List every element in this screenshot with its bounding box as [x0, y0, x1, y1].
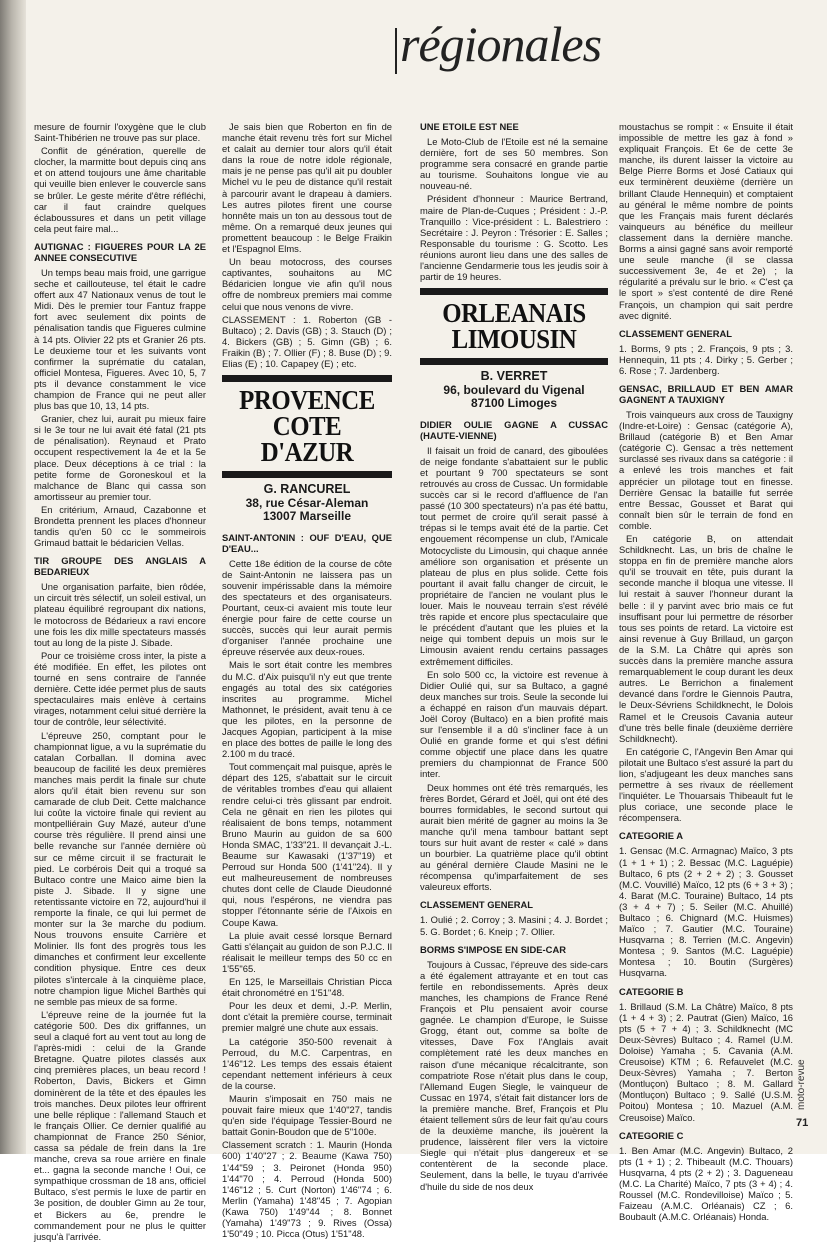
article-heading: UNE ETOILE EST NEE	[420, 121, 519, 132]
results-paragraph: Classement scratch : 1. Maurin (Honda 600) 1'40"27 ; 2. Beaume (Kawa 750) 1'44"59 ; 3. Peironet (Honda 950) 1'44"70 ; 4. Perroud (Honda 500) 1'46"12 ; 5. Curt (Norton) 1'46"74 ; 6. Merlin (Yamaha) 1'48"45 ; 7. Agopian (Kawa 750) 1'49"44 ; 8. Bonnet (Yamaha) 1'49"73 ; 9. Rives (Ossa) 1'50"49 ; 10. Picca (Otus) 1'51"48.	[222, 1139, 392, 1240]
article-heading: CATEGORIE A	[619, 830, 684, 842]
address-line: 13007 Marseille	[262, 509, 352, 524]
article-heading: CATEGORIE B	[619, 985, 684, 997]
paragraph: Conflit de génération, querelle de clocher, la marmitte bout depuis cinq ans et on attend toujours une âme charitable qui veuille bien enlever le couvercle sans se brûler. Le geste mérite d'être réfléchi, car il faut craindre quelques éclaboussures et dans un petit village cela peut faire mal...	[34, 145, 206, 234]
results-paragraph: 1. Ben Amar (M.C. Angevin) Bultaco, 2 pts (1 + 1) ; 2. Thibeault (M.C. Thouars) Husqvarna, 4 pts (2 + 2) ; 3. Dagueneau (M.C. La Charité) Maïco, 7 pts (3 + 4) ; 4. Roussel (M.C. Rondevilloise) Maïco ; 5. Faizeau (A.M.C. Orléanais) CZ ; 6. Boubault (A.M.C. Orléanais) Honda.	[619, 1144, 793, 1223]
page-number: 71	[796, 1117, 809, 1129]
article-heading: CLASSEMENT GENERAL	[420, 899, 534, 911]
paragraph: En catégorie C, l'Angevin Ben Amar qui pilotait une Bultaco s'est assuré la part du lion, s'adjugeant les deux manches sans permettre à ses rivaux de réellement l'inquiéter. Le Thouarsais Thibeault fut le plus coriace, une seconde place le récompensera.	[619, 745, 793, 824]
paragraph: La catégorie 350-500 revenait à Perroud, du M.C. Carpentras, en 1'46"12. Les temps des essais étaient cependant nettement inférieurs à ceux de la course.	[222, 1035, 392, 1091]
correspondent-name: B. VERRET	[480, 369, 548, 384]
correspondent-address	[222, 483, 392, 524]
paragraph: Un beau motocross, des courses captivantes, souhaitons au MC Bédaricien longue vie afin qu'il nous offre de nombreux premiers mai comme celui que nous venons de vivre.	[222, 256, 392, 312]
address-line: 38, rue César-Aleman	[245, 495, 369, 510]
results-paragraph: 1. Gensac (M.C. Armagnac) Maïco, 3 pts (1 + 1 + 1) ; 2. Bessac (M.C. Laguépie) Bultaco, 6 pts (2 + 2 + 2) ; 3. Gousset (M.C. Vouvillé) Maïco, 12 pts (6 + 3 + 3) ; 4. Barat (M.C. Touraine) Bultaco, 14 pts (3 + 4 + 7) ; 5. Seiler (M.C. Ahuillé) Bultaco ; 6. Chignard (M.C. Huismes) Maïco ; 7. Gautier (M.C. Touraine) Husqvarna ; 8. Terrien (M.C. Angevin) Montesa ; 9. Santos (M.C. Laguépie) Montesa ; 10. Boutin (Surgères) Husqvarna.	[619, 845, 793, 979]
region-title: ORLEANAIS LIMOUSIN	[442, 298, 586, 355]
correspondent-address	[420, 370, 608, 411]
article-heading: BORMS S'IMPOSE EN SIDE-CAR	[420, 943, 566, 955]
paragraph: Granier, chez lui, aurait pu mieux faire si le 3e tour ne lui avait été fatal (21 pts de pénalisation). Reynaud et Prato occupent respectivement la 4e et la 5e place. Deux déceptions à ce trial : la petite forme de Goroneskoul et la malchance de Blanc qui cassa son amortisseur au premier tour.	[34, 413, 206, 502]
column-4	[619, 121, 793, 1223]
paragraph: L'épreuve reine de la journée fut la catégorie 500. Des dix griffannes, un seul a claqué fort au vent tout au long de l'après-midi : celui de la Grande Bretagne. Quatre pilotes classés aux cinq premières places, un beau record ! Roberton, Davis, Bickers et Gimn dominèrent de la tête et des épaules les trois manches. Deux pilotes leur offrirent une belle réplique : l'allemand Stauch et le français Ollier. Ce dernier qualifié au championnat de France 250 Sénior, cassa sa pédale de frein dans la 1re manche, creva sa roue arrière en finale et... gagna la seconde manche ! Oui, ce sympathique crossman de 18 ans, officiel Bultaco, s'est permis le luxe de partir en 3e position, de doubler Gimn au 2e tour, et Bickers au 6e, prendre le commandement pour ne plus le quitter jusqu'à l'arrivée.	[34, 1008, 206, 1242]
paragraph: Le Moto-Club de l'Etoile est né la semaine dernière, fort de ses 50 membres. Son programme sera consacré en grande partie au tourisme. Souhaitons longue vie au nouveau-né.	[420, 136, 608, 192]
address-line: 96, boulevard du Vigenal	[443, 382, 585, 397]
results-paragraph: 1. Oulié ; 2. Corroy ; 3. Masini ; 4. J. Bordet ; 5. G. Bordet ; 6. Kneip ; 7. Ollier.	[420, 914, 608, 937]
section-header: régionales	[400, 16, 602, 72]
paragraph: Pour ce troisième cross inter, la piste a été modifiée. En effet, les pilotes ont tourné en sens contraire de l'année dernière. Cette idée permet plus de sauts spectaculaires mais enlève à certains virages, notamment celui situé derrière la tour de contrôle, leur sélectivité.	[34, 649, 206, 728]
paragraph: Président d'honneur : Maurice Bertrand, maire de Plan-de-Cuques ; Président : J.-P. Tranquillo : Vice-président : L. Balestriero : Secrétaire : J. Peyron : Trésorier : E. Salles ; Responsable du tourisme : G. Scotto. Les réunions auront lieu dans une des salles de l'ancienne Gendarmerie tous les jeudis soir à partir de 19 heures.	[420, 193, 608, 283]
paragraph: Deux hommes ont été très remarqués, les frères Bordet, Gérard et Joël, qui ont été des bourres formidables, le second surtout qui aurait bien mérité de gagner au moins la 3e manche qu'il mena tambour battant sept tours sur huit avant de rester « calé » dans un bourbier. La quatrième place qu'il obtint au général dernière Claude Masini ne le récompensa qu'imparfaitement de ses valeureux efforts.	[420, 781, 608, 893]
paragraph: Une organisation parfaite, bien rôdée, un circuit très sélectif, un soleil estival, un plateau équilibré regroupant dix nations, le motocross de Bédarieux a ravi encore une fois les dix mille spectateurs massés tout au long de la piste J. Sibade.	[34, 581, 206, 648]
paragraph: L'épreuve 250, comptant pour le championnat ligue, a vu la suprématie du catalan Corballan. Il domina avec beaucoup de facilité les deux premières manches mais perdit la finale sur chute alors qu'il était bien revenu sur son camarade de club Deit. Cette malchance lui coûte la victoire finale qui revient au montpelliérain Guy Mazé, auteur d'une course très régulière. Il prend ainsi une belle revanche sur l'année dernière où sur ce même circuit il se fracturait le pied. Le corbérois Deit qui a troqué sa Bultaco contre une Maico aime bien la piste J. Sibade. Il y signe une retentissante victoire en 72, aujourd'hui il remporte la finale, ce qui lui permet de monter sur la 3e marche du podium. Nous trouvons ensuite Carrière et Molinier. Ils font des progrès tous les dimanches et confirment leur excellente condition physique. Entre ces deux pilotes s'intercale à la cinquième place, notre champion ligue Michel Barthès qui ne semble pas mieux de sa forme.	[34, 729, 206, 1007]
paragraph: En 125, le Marseillais Christian Picca était chronométré en 1'51"48.	[222, 976, 392, 999]
region-banner-bar	[222, 375, 392, 382]
article-heading: DIDIER OULIE GAGNE A CUSSAC (HAUTE-VIENNE)	[420, 418, 608, 441]
side-logo-text: moto-revue	[796, 1059, 807, 1110]
region-banner-bar	[420, 358, 608, 365]
paragraph: Cette 18e édition de la course de côte de Saint-Antonin ne laissera pas un souvenir impérissable dans la mémoire des spectateurs et des organisateurs. Pourtant, ceux-ci avaient mis toute leur énergie pour faire de cette course un succès, succès qui leur aurait permis d'organiser l'année prochaine une épreuve réservée aux deux-roues.	[222, 557, 392, 658]
header-rule	[395, 28, 397, 74]
paragraph: Je sais bien que Roberton en fin de manche était revenu très fort sur Michel et calait au dernier tour alors qu'il était dans la roue de notre idole régionale, mais je ne pense pas qu'il ait pu doubler Michel vu le peu de distance qu'il restait à parcourir avant le drapeau à damiers. Les autres pilotes firent une course honnête mais un ton au dessous tout de même. On a remarqué deux jeunes qui promettent beaucoup : le Belge Fraikin et l'Espagnol Elms.	[222, 121, 392, 255]
correspondent-name: G. RANCUREL	[263, 482, 351, 497]
column-1	[34, 121, 206, 1242]
article-heading: CLASSEMENT GENERAL	[619, 327, 733, 339]
paragraph: Trois vainqueurs aux cross de Tauxigny (Indre-et-Loire) : Gensac (catégorie A), Brillaud (catégorie B) et Ben Amar (catégorie C). Gensac a très nettement surclassé ses rivaux dans sa catégorie : il a enlevé les trois manches et fait apprécier un pilotage tout en finesse. Derrière Gensac la bataille fut serrée entre Bessac, Gousset et Barat qui connaît bien sûr le terrain de fond en comble.	[619, 408, 793, 531]
magazine-side-logo	[796, 1040, 808, 1110]
paragraph: mesure de fournir l'oxygène que le club Saint-Thibérien ne trouve pas sur place.	[34, 121, 206, 144]
paragraph: La pluie avait cessé lorsque Bernard Gatti s'élançait au guidon de son P.J.C. Il réalisait le meilleur temps des 50 cc en 1'55"65.	[222, 929, 392, 974]
region-banner-bar	[420, 288, 608, 295]
paragraph: Un temps beau mais froid, une garrigue seche et caillouteuse, tel était le cadre offert aux 47 Nationaux venus de tout le Midi. Dès le premier tour Fantuz frappe fort avec seulement dix points de pénalisation tandis que Figueres culmine à 14 pts. Olivier 22 pts et Granier 26 pts. Le deuxieme tour et les suivants vont confirmer la suprématie du catalan, officiel Montesa, Figueres. Avec 10, 5, 7 pts il devance constamment le vice champion de France qui ne peut aller plus bas que 10, 13, 14 pts.	[34, 266, 206, 412]
article-heading: AUTIGNAC : FIGUERES POUR LA 2E ANNEE CONSECUTIVE	[34, 240, 206, 263]
paragraph: En catégorie B, on attendait Schildknecht. Las, un bris de chaîne le stoppa en fin de première manche alors qu'il se trouvait en tête, puis durant la seconde manche il bloqua une vitesse. Il lui restait à sauver l'honneur durant la belle : il y parvint avec brio mais ce fut insuffisant pour lui permettre de résorber tous ses points de retard. La victoire est ainsi revenue à Guy Brillaud, un garçon de la S.M. La Châtre qui après son succès dans la première manche assura remarquablement le coup durant les deux autres. Le Berrichon a finalement devancé dans l'ordre le Giennois Pautra, le Deux-Sévriens Schildknecht, le Dolois Ramel et le Creusois Cavania auteur d'une très belle finale (deuxième derrière Schildknecht).	[619, 533, 793, 744]
results-paragraph: CLASSEMENT : 1. Roberton (GB - Bultaco) ; 2. Davis (GB) ; 3. Stauch (D) ; 4. Bickers (GB) ; 5. Gimn (GB) ; 6. Fraikin (B) ; 7. Ollier (F) ; 8. Buse (D) ; 9. Elias (E) ; 10. Capapey (E) ; etc.	[222, 313, 392, 369]
column-2	[222, 121, 392, 1240]
article-heading: TIR GROUPE DES ANGLAIS A BEDARIEUX	[34, 555, 206, 578]
address-line: 87100 Limoges	[470, 396, 558, 411]
results-paragraph: 1. Brillaud (S.M. La Châtre) Maïco, 8 pts (1 + 4 + 3) ; 2. Pautrat (Gien) Maïco, 16 pts (5 + 7 + 4) ; 3. Schildknecht (MC Deux-Sèvres) Bultaco ; 4. Ramel (U.M. Doloise) Yamaha ; 5. Cavania (A.M. Creusoise) KTM ; 6. Refauvelet (M.C. Deux-Sèvres) Yamaha ; 7. Berton (Montluçon) Bultaco ; 8. M. Gallard (Montluçon) Bultaco ; 9. Sallé (U.S.M. Poitou) Montesa ; 10. Mazuel (A.M. Creusoise) Maïco.	[619, 1000, 793, 1123]
article-heading: SAINT-ANTONIN : OUF D'EAU, QUE D'EAU...	[222, 531, 392, 554]
page-binding-shadow	[0, 0, 26, 1154]
article-heading: CATEGORIE C	[619, 1129, 684, 1141]
region-banner-bar	[222, 471, 392, 478]
paragraph: En critérium, Arnaud, Cazabonne et Brondetta prennent les places d'honneur tandis qu'en 50 cc le sommeirois Grimaud battait le bédaricien Vellas.	[34, 503, 206, 549]
paragraph: Maurin s'imposait en 750 mais ne pouvait faire mieux que 1'40"27, tandis qu'en side l'équipage Tessier-Bourd ne battait Gonin-Boudon que de 5"100e.	[222, 1092, 392, 1138]
region-title: PROVENCE COTE D'AZUR	[239, 385, 375, 468]
column-3	[420, 121, 608, 1192]
paragraph: Mais le sort était contre les membres du M.C. d'Aix puisqu'il n'y eut que trente engagés au total des six catégories inscrites au programme. Michel Mathonnet, le président, avait tenu à ce que les pilotes, en la personne de Jacques Agopian, participent à la mise en place des bottes de paille le long des 2.100 m du tracé.	[222, 659, 392, 760]
paragraph: Il faisait un froid de canard, des giboulées de neige fondante s'abattaient sur le public et pourtant 9 700 spectateurs se sont retrouvés au cross de Cussac. Un formidable succès car si le record d'affluence de l'an passé (10 300 spectateurs) n'a pas été battu, tout permet de croire qu'il serait passé à trépas si le temps avait été de la partie. Cet engouement récompense un club, l'Amicale Motocycliste du Limousin, qui chaque année améliore son organisation et présente un plateau de plus en plus solide. Cette fois pourtant il avait fallu changer de circuit, le propriétaire de l'ancien ne voulant plus le louer. Mais le nouveau terrain s'est révélé très rapide et encore plus spectaculaire que le précédent d'autant que les pluies et la neige qui tombent depuis un mois sur le Limousin avaient rendu certains passages extrêmement difficiles.	[420, 444, 608, 667]
paragraph: moustachus se rompit : « Ensuite il était impossible de mettre les gaz à fond » expliquait François. Et 6e de cette 3e manche, ils durent laisser la victoire au Belge Pierre Borms et José Catiaux qui eux terminèrent deuxième (derrière un brillant Claude Hennequin) et comptaient au général le même nombre de points que les Français mais furent déclarés vainqueurs au bénéfice du meilleur classement dans la dernière manche. Borms a ainsi gagné sans avoir remporté une seule manche (il se classa successivement 3e, 4e et 2e) ; la régularité a prévalu sur le brio. « C'est ça le sport » s'est contenté de dire René François, un champion qui sait perdre avec dignité.	[619, 121, 793, 321]
results-paragraph: 1. Borms, 9 pts ; 2. François, 9 pts ; 3. Hennequin, 11 pts ; 4. Dirky ; 5. Gerber ; 6. Rose ; 7. Jardenberg.	[619, 342, 793, 376]
paragraph: Pour les deux et demi, J.-P. Merlin, dont c'était la première course, terminait premier malgré une chute aux essais.	[222, 1000, 392, 1034]
paragraph: Tout commençait mal puisque, après le départ des 125, s'abattait sur le circuit de véritables trombes d'eau qui allaient rendre celui-ci très glissant par endroit. Cela ne gênait en rien les pilotes qui réalisaient de bons temps, notamment Bruno Maurin au guidon de sa 600 Honda SMAC, 1'33"21. Il devançait J.-L. Beaume sur Kawasaki (1'37"19) et Perroud sur Honda 500 (1'41"24). Il y eut malheureusement de nombreuses chutes dont celle de Claude Dieudonné qui, nous l'espérons, ne viendra pas stopper l'étonnante série de l'Aixois en Coupe Kawa.	[222, 761, 392, 928]
paragraph: En solo 500 cc, la victoire est revenue à Didier Oulié qui, sur sa Bultaco, a gagné deux manches sur trois. Seule la seconde lui a échappé en raison d'un mauvais départ. Joël Coroy (Bultaco) en a bien profité mais sur l'ensemble il a dû s'incliner face à un Oulié en grande forme et qui s'est défini comme objectif une place dans les quatre premiers du championnat de France 500 inter.	[420, 668, 608, 780]
paragraph: Toujours à Cussac, l'épreuve des side-cars a été également attrayante et en tout cas fertile en rebondissements. Après deux manches, les champions de France René François et Plu pensaient avoir course gagnée. Le champion d'Europe, le Suisse Grogg, étant out, comme sa boîte de vitesses, Dave Fox l'Anglais avait complètement raté les deux manches en raison d'une mécanique récalcitrante, son compatriote Rose n'était plus dans le coup, l'Allemand Eugen Siegle, le vainqueur de Cussac en 1974, s'était fait distancer lors de la première manche. Bref, François et Plu étaient tellement sûrs de leur fait qu'au cours de la deuxième manche, ils jouèrent la prudence, laissèrent filer vers la victoire Siegle qui n'était plus dangereux et se contentèrent de la seconde place. Seulement, dans la belle, le tuyau d'arrivée d'huile du side de nos deux	[420, 958, 608, 1192]
article-heading: GENSAC, BRILLAUD ET BEN AMAR GAGNENT A TAUXIGNY	[619, 382, 793, 405]
